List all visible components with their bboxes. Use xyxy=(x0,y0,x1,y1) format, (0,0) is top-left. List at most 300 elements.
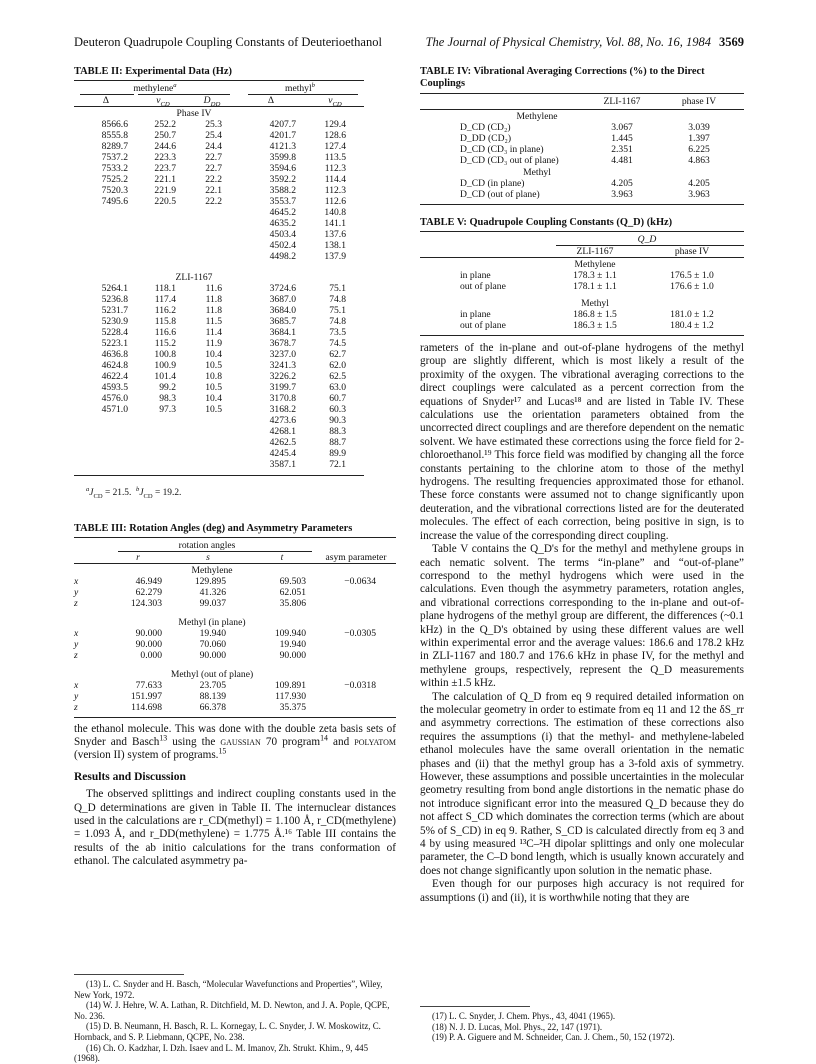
right-para-3: The calculation of Q_D from eq 9 required detailed information on the molecular geometry in order to estimate from eq 11 and 12 the δS_rr and asymmetry corrections. The estimation of these corrections also requires the assumptions (i) that the methyl- and methylene-labeled ethanol molecules have the same overall orientation in the nematic phases and (ii) that the methyl group has a 3-fold axis of symmetry. However, these assumptions and possible uncertainties in the molecular geometry resulting from bond angle distortions in the nematic phase do not introduce significant error into the measured Q_D because they do not affect S_CD which dominates the correction terms (which are about 5% of S_CD) in eq 9. Rather, S_CD is calculated directly from eq 3 and 4 by using measured ¹³C–²H dipolar splittings and only one molecular parameter, the C–D bond length, which is usually known accurately and does not change significantly upon solution in the nematic phase. xyxy=(420,690,744,877)
t2-cell: 99.2 xyxy=(159,382,176,393)
t2-cell: 11.8 xyxy=(205,305,222,316)
t4-row-label: D_CD (in plane) xyxy=(460,178,525,189)
t5-group-qd: Q_D xyxy=(637,234,657,245)
t2-cell: 62.0 xyxy=(329,360,346,371)
t2-cell xyxy=(74,229,138,240)
t2-cell: 72.1 xyxy=(329,459,346,470)
footnote-13: (13) L. C. Snyder and H. Basch, “Molecular Wavefunctions and Properties”, Wiley, New York, 1972. xyxy=(74,979,383,1000)
t2-cell xyxy=(74,207,138,218)
t5-row xyxy=(420,270,744,281)
running-head-title: Deuteron Quadrupole Coupling Constants of Deuterioethanol xyxy=(74,35,382,49)
t2-cell xyxy=(138,426,188,437)
t2-row xyxy=(74,174,364,185)
t2-cell: 118.1 xyxy=(154,283,176,294)
t2-cell: 63.0 xyxy=(329,382,346,393)
t2-cell: 74.8 xyxy=(329,316,346,327)
t2-row xyxy=(74,349,364,360)
t3-cell: 90.000 xyxy=(135,638,162,650)
t2-row xyxy=(74,218,364,229)
t2-section-phase4: Phase IV xyxy=(176,108,212,119)
footnote-16: (16) Ch. O. Kadzhar, I. Dzh. Isaev and L. M. Imanov, Zh. Strukt. Khim., 9, 445 (1968). xyxy=(74,1042,369,1064)
t2-head-ddd-sym: D xyxy=(203,95,211,106)
running-head-journal xyxy=(426,35,744,50)
t2-cell xyxy=(138,415,188,426)
t2-cell xyxy=(188,437,236,448)
left-column xyxy=(74,66,396,1064)
t2-cell: 3599.8 xyxy=(269,152,296,163)
t3-cell xyxy=(316,691,396,702)
t2-cell: 97.3 xyxy=(159,404,176,415)
t3-cell: 66.378 xyxy=(199,701,226,713)
t2-cell: 75.1 xyxy=(329,305,346,316)
t2-cell: 115.8 xyxy=(154,316,176,327)
t2-fn-marker-b: b xyxy=(311,81,315,89)
t2-cell xyxy=(74,459,138,470)
right-body-text xyxy=(420,342,744,905)
t5-cell: 181.0 ± 1.2 xyxy=(670,309,714,320)
t2-cell: 10.8 xyxy=(205,371,222,382)
t2-footnote xyxy=(86,485,396,500)
t2-group-methylene xyxy=(74,81,236,95)
t5-cell: 180.4 ± 1.2 xyxy=(670,320,714,331)
right-column xyxy=(420,66,744,1043)
t2-cell: 10.5 xyxy=(205,404,222,415)
t3-section-row xyxy=(74,609,396,628)
t4-cell: 4.205 xyxy=(611,178,633,189)
t2-row xyxy=(74,316,364,327)
t5-head-phase4: phase IV xyxy=(674,246,710,257)
t5-cell: 178.3 ± 1.1 xyxy=(573,270,617,281)
t2-head-vcd-2-sym: ν xyxy=(328,95,333,106)
t3-cell: −0.0634 xyxy=(344,575,376,587)
t3-cell xyxy=(316,650,396,661)
t3-cell: 109.891 xyxy=(274,679,306,691)
t2-cell xyxy=(188,459,236,470)
t3-cell xyxy=(316,639,396,650)
t2-fn-b-sup: b xyxy=(136,485,140,493)
t2-cell: 10.4 xyxy=(205,393,222,404)
t2-row xyxy=(74,294,364,305)
t3-cell: 114.698 xyxy=(131,701,162,713)
t2-cell: 11.4 xyxy=(205,327,222,338)
t3-section-title: Methylene xyxy=(191,564,233,576)
t2-fn-a-sub: CD xyxy=(93,492,103,500)
t3-cell: 77.633 xyxy=(135,679,162,691)
journal-citation: The Journal of Physical Chemistry, Vol. 88, No. 16, 1984 xyxy=(425,35,711,49)
t2-cell: 112.3 xyxy=(324,163,346,174)
table4 xyxy=(420,93,744,205)
t2-cell: 10.4 xyxy=(205,349,222,360)
t2-cell: 4201.7 xyxy=(269,130,296,141)
t2-cell: 128.6 xyxy=(324,130,346,141)
t2-cell xyxy=(138,207,188,218)
t2-cell: 8555.8 xyxy=(101,130,128,141)
t4-row-label: D_CD (CD₃ out of plane) xyxy=(460,155,559,166)
t5-row-label: out of plane xyxy=(460,320,506,331)
t2-cell xyxy=(188,448,236,459)
t5-section-title: Methylene xyxy=(574,259,616,270)
t5-cell: 186.8 ± 1.5 xyxy=(573,309,617,320)
t3-cell: 62.051 xyxy=(279,586,306,598)
right-footnotes xyxy=(420,1006,744,1043)
t2-cell: 3687.0 xyxy=(269,294,296,305)
t2-cell xyxy=(74,251,138,262)
t2-cell xyxy=(138,218,188,229)
lp1-sup2: 14 xyxy=(320,733,328,743)
t4-row xyxy=(420,144,744,155)
left-footnotes xyxy=(74,974,396,1064)
t2-cell xyxy=(138,459,188,470)
t2-row xyxy=(74,305,364,316)
t2-row xyxy=(74,163,364,174)
t4-section-row xyxy=(420,166,744,178)
t2-cell: 8289.7 xyxy=(101,141,128,152)
t3-section-row xyxy=(74,563,396,576)
t3-axis-label: z xyxy=(74,597,78,609)
t2-cell xyxy=(138,437,188,448)
t5-row-label: in plane xyxy=(460,309,491,320)
t2-cell: 24.4 xyxy=(205,141,222,152)
t2-cell: 75.1 xyxy=(329,283,346,294)
t2-cell xyxy=(74,426,138,437)
t3-cell: −0.0305 xyxy=(344,627,376,639)
right-para-4: Even though for our purposes high accuracy is not required for assumptions (i) and (ii), it is worthwhile noting that they are xyxy=(420,878,744,904)
t4-section-title: Methylene xyxy=(516,111,558,122)
t2-cell: 62.7 xyxy=(329,349,346,360)
t4-head-zli: ZLI-1167 xyxy=(603,96,641,107)
t2-cell: 117.4 xyxy=(154,294,176,305)
footnote-14: (14) W. J. Hehre, W. A. Lathan, R. Ditchfield, M. D. Newton, and J. A. Pople, QCPE, No. 236. xyxy=(74,1000,390,1021)
t4-cell: 2.351 xyxy=(611,144,633,155)
t2-cell: 22.7 xyxy=(205,152,222,163)
t2-cell: 5264.1 xyxy=(101,283,128,294)
t2-cell xyxy=(138,229,188,240)
t2-row xyxy=(74,393,364,404)
t3-row xyxy=(74,598,396,609)
t2-cell: 221.9 xyxy=(154,185,176,196)
page-number: 3569 xyxy=(719,35,744,49)
t2-phase4-body xyxy=(74,119,364,262)
t2-cell: 10.5 xyxy=(205,382,222,393)
t3-cell: 0.000 xyxy=(140,649,162,661)
t2-row xyxy=(74,459,364,470)
t3-axis-label: x xyxy=(74,627,79,639)
t2-cell: 5223.1 xyxy=(101,338,128,349)
t4-row xyxy=(420,133,744,144)
t2-cell xyxy=(138,240,188,251)
t3-cell: 41.326 xyxy=(199,586,226,598)
left-body-text xyxy=(74,723,396,869)
t4-row xyxy=(420,122,744,133)
section-heading: Results and Discussion xyxy=(74,770,186,783)
t2-cell: 221.1 xyxy=(154,174,176,185)
t2-row xyxy=(74,426,364,437)
t3-head-t: t xyxy=(280,551,284,563)
t2-cell xyxy=(74,218,138,229)
t2-cell: 22.2 xyxy=(205,174,222,185)
t2-row xyxy=(74,415,364,426)
t2-cell: 115.2 xyxy=(154,338,176,349)
t3-cell xyxy=(316,598,396,609)
t3-group-rotation: rotation angles xyxy=(178,539,236,551)
t4-head-phase4: phase IV xyxy=(681,96,717,107)
t5-section-row xyxy=(420,292,744,309)
t2-cell: 7495.6 xyxy=(101,196,128,207)
left-para-1 xyxy=(74,723,396,763)
t2-cell xyxy=(138,448,188,459)
lp1-c: 70 program xyxy=(260,736,321,748)
t2-cell: 3226.2 xyxy=(269,371,296,382)
t2-cell: 137.6 xyxy=(324,229,346,240)
t2-cell: 116.2 xyxy=(154,305,176,316)
t2-cell: 73.5 xyxy=(329,327,346,338)
t3-head-s: s xyxy=(206,551,210,563)
t3-axis-label: y xyxy=(74,690,79,702)
t2-cell: 90.3 xyxy=(329,415,346,426)
t2-cell xyxy=(138,251,188,262)
t2-row xyxy=(74,382,364,393)
t3-cell: 124.303 xyxy=(130,597,162,609)
t4-cell: 4.481 xyxy=(611,155,633,166)
t3-row xyxy=(74,650,396,661)
t2-cell: 4622.4 xyxy=(101,371,128,382)
t3-cell: 151.997 xyxy=(130,690,162,702)
t2-cell: 5231.7 xyxy=(101,305,128,316)
t4-row xyxy=(420,178,744,189)
t4-row-label: D_CD (CD₂) xyxy=(460,122,511,133)
t2-cell: 74.5 xyxy=(329,338,346,349)
right-para-1: rameters of the in-plane and out-of-plane hydrogens of the methyl group are slightly different, which is most likely a result of the proximity of the oxygen. The vibrational averaging corrections to the direct couplings were calculated as a percent correction from the equations of Snyder¹⁷ and Lucas¹⁸ and are listed in Table IV. These calculations use the orientation parameters obtained from the uncorrected direct couplings and are therefore dependent on the nematic solvent. We have estimated these corrections using the force field for 2-chloroethanol.¹⁹ This force field was modified by changing all the force constants pertaining to the chlorine atom to those of the methyl hydrogens. The resulting frequencies approximated those for ethanol. These force constants were assumed not to change significantly upon deuteration, and the vibrational corrections listed are for the deuterated molecules. The effect of each correction, being positive in sign, is to increase the value of the corresponding direct coupling. xyxy=(420,342,744,542)
t2-head-vcd-1-sym: ν xyxy=(156,95,161,106)
t2-cell: 4593.5 xyxy=(101,382,128,393)
t2-row xyxy=(74,371,364,382)
t2-cell: 4576.0 xyxy=(101,393,128,404)
t2-cell: 127.4 xyxy=(324,141,346,152)
t4-cell: 3.039 xyxy=(688,122,710,133)
t2-cell: 3678.7 xyxy=(269,338,296,349)
t2-cell: 5228.4 xyxy=(101,327,128,338)
t3-row xyxy=(74,691,396,702)
t3-axis-label: x xyxy=(74,575,79,587)
t4-cell: 6.225 xyxy=(688,144,710,155)
t3-axis-label: y xyxy=(74,586,79,598)
t2-fn-b-sub: CD xyxy=(143,492,153,500)
t2-cell: 223.3 xyxy=(154,152,176,163)
t2-cell: 11.9 xyxy=(205,338,222,349)
t2-cell xyxy=(188,240,236,251)
t5-cell: 176.5 ± 1.0 xyxy=(670,270,714,281)
t2-cell: 3199.7 xyxy=(269,382,296,393)
t2-cell: 101.4 xyxy=(154,371,176,382)
t2-cell: 5230.9 xyxy=(101,316,128,327)
right-para-2: Table V contains the Q_D's for the methyl and methylene groups in each nematic solvent. The terms “in-plane” and “out-of-plane” correspond to the methyl hydrogens which were used in the calculations. Even though the asymmetry parameters, rotation angles, and vibrational corrections corresponding to the in-plane and out-of-plane hydrogens of the methyl group are different, the differences (~0.1 kHz) in the Q_D's obtained by using these different values are well within experimental error and the average values: 186.6 and 178.2 kHz in ZLI-1167 and 180.7 and 176.6 kHz in phase IV, for the methyl and methylene groups, respectively, represent the Q_D measurements within ±1.5 kHz. xyxy=(420,543,744,690)
t4-section-title: Methyl xyxy=(523,167,551,178)
t2-head-ddd-sub: DD xyxy=(210,100,221,108)
t4-section-row xyxy=(420,110,744,123)
t2-cell xyxy=(74,240,138,251)
t2-row xyxy=(74,229,364,240)
t2-cell: 4636.8 xyxy=(101,349,128,360)
t2-cell: 89.9 xyxy=(329,448,346,459)
t5-cell: 176.6 ± 1.0 xyxy=(670,281,714,292)
t2-cell xyxy=(188,207,236,218)
t2-cell: 116.6 xyxy=(154,327,176,338)
t2-cell: 141.1 xyxy=(324,218,346,229)
t2-fn-b-val: = 19.2. xyxy=(152,488,182,498)
footnote-15: (15) D. B. Neumann, H. Basch, R. L. Kornegay, L. C. Snyder, J. W. Moskowitz, C. Hornback, and S. P. Liebmann, QCPE, No. 238. xyxy=(74,1021,381,1042)
t2-cell: 138.1 xyxy=(324,240,346,251)
t4-row-label: D_CD (CD₃ in plane) xyxy=(460,144,544,155)
t2-fn-a-val: = 21.5. xyxy=(102,488,132,498)
table2 xyxy=(74,80,364,476)
t2-group-methyl-label: methyl xyxy=(284,83,312,94)
t2-cell: 22.2 xyxy=(205,196,222,207)
left-para-2: The observed splittings and indirect coupling constants used in the Q_D determinations are given in Table II. The internuclear distances used in the calculations are r_CD(methyl) = 1.100 Å, r_CD(methylene) = 1.093 Å, and r_DD(methylene) = 1.775 Å.¹⁶ Table III contains the results of the ab initio calculations for the trans conformation of ethanol. The calculated asymmetry pa- xyxy=(74,788,396,868)
footnote-17: (17) L. C. Snyder, J. Chem. Phys., 43, 4041 (1965). xyxy=(432,1011,616,1021)
t2-cell: 25.4 xyxy=(205,130,222,141)
lp1-gaussian: gaussian xyxy=(220,736,261,748)
t3-cell: 62.279 xyxy=(135,586,162,598)
t4-cell: 3.963 xyxy=(611,189,633,200)
t3-cell: 35.806 xyxy=(279,597,306,609)
t2-row xyxy=(74,338,364,349)
t2-row xyxy=(74,448,364,459)
t2-cell: 3724.6 xyxy=(269,283,296,294)
table4-caption: TABLE IV: Vibrational Averaging Corrections (%) to the Direct Couplings xyxy=(420,66,705,89)
t2-row xyxy=(74,130,364,141)
t2-cell xyxy=(188,426,236,437)
t3-row xyxy=(74,702,396,713)
t2-row xyxy=(74,437,364,448)
t2-row xyxy=(74,360,364,371)
t3-cell: 90.000 xyxy=(199,649,226,661)
t2-cell: 223.7 xyxy=(154,163,176,174)
t2-row xyxy=(74,152,364,163)
t2-cell: 7537.2 xyxy=(101,152,128,163)
t2-cell: 88.7 xyxy=(329,437,346,448)
t2-head-vcd-1 xyxy=(138,95,188,107)
t2-cell xyxy=(74,437,138,448)
t2-cell: 11.6 xyxy=(205,283,222,294)
t3-cell: −0.0318 xyxy=(344,679,376,691)
t2-row xyxy=(74,240,364,251)
t2-head-ddd xyxy=(188,95,236,107)
t2-cell: 4624.8 xyxy=(101,360,128,371)
t2-cell: 4498.2 xyxy=(269,251,296,262)
t2-cell: 88.3 xyxy=(329,426,346,437)
t2-row xyxy=(74,251,364,262)
t2-cell: 5236.8 xyxy=(101,294,128,305)
t2-head-vcd-2 xyxy=(306,95,364,107)
t2-cell: 4262.5 xyxy=(269,437,296,448)
t3-cell: 19.940 xyxy=(199,627,226,639)
t2-row xyxy=(74,196,364,207)
t2-cell: 3168.2 xyxy=(269,404,296,415)
t2-cell: 98.3 xyxy=(159,393,176,404)
t3-cell: 90.000 xyxy=(135,627,162,639)
t4-cell: 3.067 xyxy=(611,122,633,133)
t2-row xyxy=(74,327,364,338)
t3-head-asym: asym parameter xyxy=(325,551,387,563)
t2-cell: 3170.8 xyxy=(269,393,296,404)
t2-cell: 129.4 xyxy=(324,119,346,130)
t4-body xyxy=(420,110,744,201)
t5-cell: 186.3 ± 1.5 xyxy=(573,320,617,331)
t3-axis-label: y xyxy=(74,638,79,650)
t3-row xyxy=(74,680,396,691)
t2-row xyxy=(74,141,364,152)
t3-row xyxy=(74,587,396,598)
t3-cell: 88.139 xyxy=(199,690,226,702)
t3-row xyxy=(74,639,396,650)
t3-cell: 129.895 xyxy=(194,575,226,587)
t4-cell: 1.445 xyxy=(611,133,633,144)
t5-row-label: in plane xyxy=(460,270,491,281)
t2-cell: 60.7 xyxy=(329,393,346,404)
t2-cell: 7525.2 xyxy=(101,174,128,185)
t5-head-zli: ZLI-1167 xyxy=(576,246,614,257)
t2-cell: 140.8 xyxy=(324,207,346,218)
t2-row xyxy=(74,207,364,218)
t2-cell: 4268.1 xyxy=(269,426,296,437)
t2-cell: 244.6 xyxy=(154,141,176,152)
t4-row xyxy=(420,155,744,166)
t2-head-delta-2: Δ xyxy=(267,95,275,106)
t2-cell: 74.8 xyxy=(329,294,346,305)
t2-fn-b-j: J xyxy=(139,488,144,498)
t2-group-methyl xyxy=(236,81,364,95)
t2-cell: 4571.0 xyxy=(101,404,128,415)
t5-section-row xyxy=(420,258,744,271)
t3-body xyxy=(74,563,396,713)
t2-head-vcd-2-sub: CD xyxy=(332,100,342,108)
t2-cell: 4273.6 xyxy=(269,415,296,426)
t2-cell xyxy=(188,229,236,240)
t2-cell: 250.7 xyxy=(154,130,176,141)
t2-cell: 3684.0 xyxy=(269,305,296,316)
t5-section-title: Methyl xyxy=(581,298,609,309)
t3-cell: 19.940 xyxy=(279,638,306,650)
t2-cell: 4502.4 xyxy=(269,240,296,251)
t3-section-row xyxy=(74,661,396,680)
t2-cell: 25.3 xyxy=(205,119,222,130)
t2-cell: 22.1 xyxy=(205,185,222,196)
t2-cell: 3684.1 xyxy=(269,327,296,338)
t5-row xyxy=(420,309,744,320)
t2-row xyxy=(74,185,364,196)
t2-cell: 3553.7 xyxy=(269,196,296,207)
t2-cell: 137.9 xyxy=(324,251,346,262)
t3-row xyxy=(74,576,396,587)
t2-cell: 4121.3 xyxy=(269,141,296,152)
t2-cell: 3685.7 xyxy=(269,316,296,327)
lp1-a: the ethanol molecule. This was done with the double zeta basis sets of Snyder and Basch xyxy=(74,722,396,748)
t3-section-title: Methyl (out of plane) xyxy=(170,668,254,680)
t2-fn-a-sup: a xyxy=(86,485,90,493)
t2-cell: 220.5 xyxy=(154,196,176,207)
table5 xyxy=(420,231,744,336)
t2-cell: 112.3 xyxy=(324,185,346,196)
t2-cell: 112.6 xyxy=(324,196,346,207)
footnote-19: (19) P. A. Giguere and M. Schneider, Can. J. Chem., 50, 152 (1972). xyxy=(432,1032,675,1043)
t2-cell: 7520.3 xyxy=(101,185,128,196)
lp1-d: and xyxy=(327,736,355,748)
t3-cell: 46.949 xyxy=(135,575,162,587)
t2-cell xyxy=(188,415,236,426)
t2-cell: 3241.3 xyxy=(269,360,296,371)
t3-cell xyxy=(316,587,396,598)
t2-head-vcd-1-sub: CD xyxy=(160,100,170,108)
